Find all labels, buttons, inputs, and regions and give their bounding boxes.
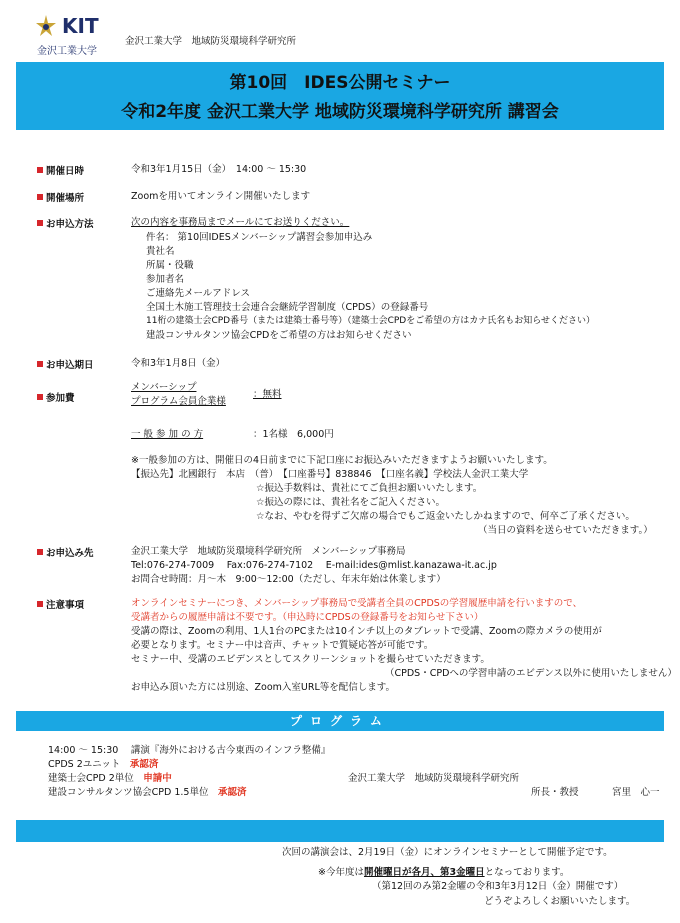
- fee-note: ☆振込手数料は、貴社にてご負担お願いいたします。: [256, 483, 483, 494]
- bullet-square-icon: [37, 394, 43, 400]
- notes-red-line: 受講者からの履歴申請は不要です。（申込時にCPDSの登録番号をお知らせ下さい）: [131, 612, 484, 623]
- program-consul: 建設コンサルタンツ協会CPD 1.5単位 承認済: [48, 787, 247, 798]
- bullet-square-icon: [37, 601, 43, 607]
- fee-general-label: 一 般 参 加 の 方: [131, 429, 204, 440]
- contact-line: お問合せ時間：月～木 9:00～12:00（ただし、年末年始は休業します）: [131, 574, 446, 585]
- apply-item: 11桁の建築士会CPD番号（または建築士番号等）（建築士会CPDをご希望の方はカナ氏名もお知らせください）: [146, 316, 595, 326]
- bullet-square-icon: [37, 194, 43, 200]
- apply-item: 参加者名: [146, 274, 185, 285]
- kit-emblem-icon: [34, 14, 58, 40]
- apply-item: 件名： 第10回IDESメンバーシップ講習会参加申込み: [146, 232, 373, 243]
- speaker-name: 宮里 心一: [612, 787, 660, 798]
- program-arch: 建築士会CPD 2単位 申請中: [48, 773, 172, 784]
- apply-item: ご連絡先メールアドレス: [146, 288, 251, 299]
- logo-subtitle: 金沢工業大学: [37, 46, 97, 57]
- banner-title-1: 第10回 IDES公開セミナー: [229, 73, 451, 93]
- footer-next: 次回の講演会は、2月19日（金）にオンラインセミナーとして開催予定です。: [282, 847, 613, 858]
- fee-note: ☆振込の際には、貴社名をご記入ください。: [256, 497, 446, 508]
- apply-intro: 次の内容を事務局までメールにてお送りください。: [131, 217, 350, 228]
- notes-line: 受講の際は、Zoomの利用、1人1台のPCまたは10インチ以上のタブレットで受講、Zoomの際カメラの使用が: [131, 626, 602, 637]
- fee-member-line2: プログラム会員企業様: [131, 396, 226, 407]
- notes-label: 注意事項: [37, 597, 84, 611]
- venue-value: Zoomを用いてオンライン開催いたします: [131, 191, 311, 202]
- fee-member-value: ：無料: [253, 389, 282, 400]
- datetime-value: 令和3年1月15日（金） 14:00 ～ 15:30: [131, 164, 307, 175]
- apply-item: 貴社名: [146, 246, 175, 257]
- contact-label: お申込み先: [37, 545, 94, 559]
- banner-title-2: 令和2年度 金沢工業大学 地域防災環境科学研究所 講習会: [121, 102, 559, 122]
- speaker-org: 金沢工業大学 地域防災環境科学研究所: [348, 773, 520, 784]
- apply-item: 建設コンサルタンツ協会CPDをご希望の方はお知らせください: [146, 330, 412, 341]
- apply-item: 全国土木施工管理技士会連合会継続学習制度（CPDS）の登録番号: [146, 302, 429, 313]
- program-header: プログラム: [16, 711, 664, 731]
- fee-note: ※一般参加の方は、開催日の4日前までに下記口座にお振込みいただきますようお願いいたします。: [131, 455, 553, 466]
- program-time: 14:00 ～ 15:30 講演『海外における古今東西のインフラ整備』: [48, 745, 331, 756]
- logo-text: KIT: [62, 14, 99, 38]
- title-banner: [16, 62, 664, 130]
- fee-note: （当日の資料を送らせていただきます。）: [478, 525, 653, 536]
- bullet-square-icon: [37, 549, 43, 555]
- bullet-square-icon: [37, 167, 43, 173]
- fee-member-line1: メンバーシップ: [131, 382, 197, 393]
- fee-general-value: ：1名様 6,000円: [253, 429, 334, 440]
- fee-label: 参加費: [37, 390, 75, 404]
- apply-item: 所属・役職: [146, 260, 194, 271]
- apply-label: お申込方法: [37, 216, 94, 230]
- speaker-title: 所長・教授: [531, 787, 579, 798]
- footer-note2: （第12回のみ第2金曜の令和3年3月12日（金）開催です）: [372, 881, 624, 892]
- bullet-square-icon: [37, 220, 43, 226]
- fee-note: 【振込先】北國銀行 本店 （普） 【口座番号】838846 【口座名義】学校法人金沢工業大学: [131, 469, 529, 480]
- notes-line: セミナー中、受講のエビデンスとしてスクリーンショットを撮らせていただきます。: [131, 654, 490, 665]
- notes-line: 必要となります。セミナー中は音声、チャットで質疑応答が可能です。: [131, 640, 434, 651]
- footer-note3: どうぞよろしくお願いいたします。: [484, 896, 636, 907]
- contact-line: 金沢工業大学 地域防災環境科学研究所 メンバーシップ事務局: [131, 546, 406, 557]
- header-org: 金沢工業大学 地域防災環境科学研究所: [125, 36, 297, 47]
- deadline-label: お申込期日: [37, 357, 94, 371]
- fee-note: ☆なお、やむを得ずご欠席の場合でもご返金いたしかねますので、何卒ご了承ください。: [256, 511, 635, 522]
- bullet-square-icon: [37, 361, 43, 367]
- venue-label: 開催場所: [37, 190, 84, 204]
- footer-bar: [16, 820, 664, 842]
- notes-line: （CPDS・CPDへの学習申請のエビデンス以外に使用いたしません）: [385, 668, 677, 679]
- deadline-value: 令和3年1月8日（金）: [131, 358, 226, 369]
- notes-line: お申込み頂いた方には別途、Zoom入室URL等を配信します。: [131, 682, 395, 693]
- notes-red-line: オンラインセミナーにつき、メンバーシップ事務局で受講者全員のCPDSの学習履歴申請を行いますので、: [131, 598, 583, 609]
- datetime-label: 開催日時: [37, 163, 84, 177]
- contact-line: Tel:076-274-7009 Fax:076-274-7102 E-mail:ides@mlist.kanazawa-it.ac.jp: [131, 560, 497, 571]
- program-cpds: CPDS 2ユニット 承認済: [48, 759, 159, 770]
- footer-note: ※今年度は開催曜日が各月、第3金曜日となっております。: [318, 867, 570, 878]
